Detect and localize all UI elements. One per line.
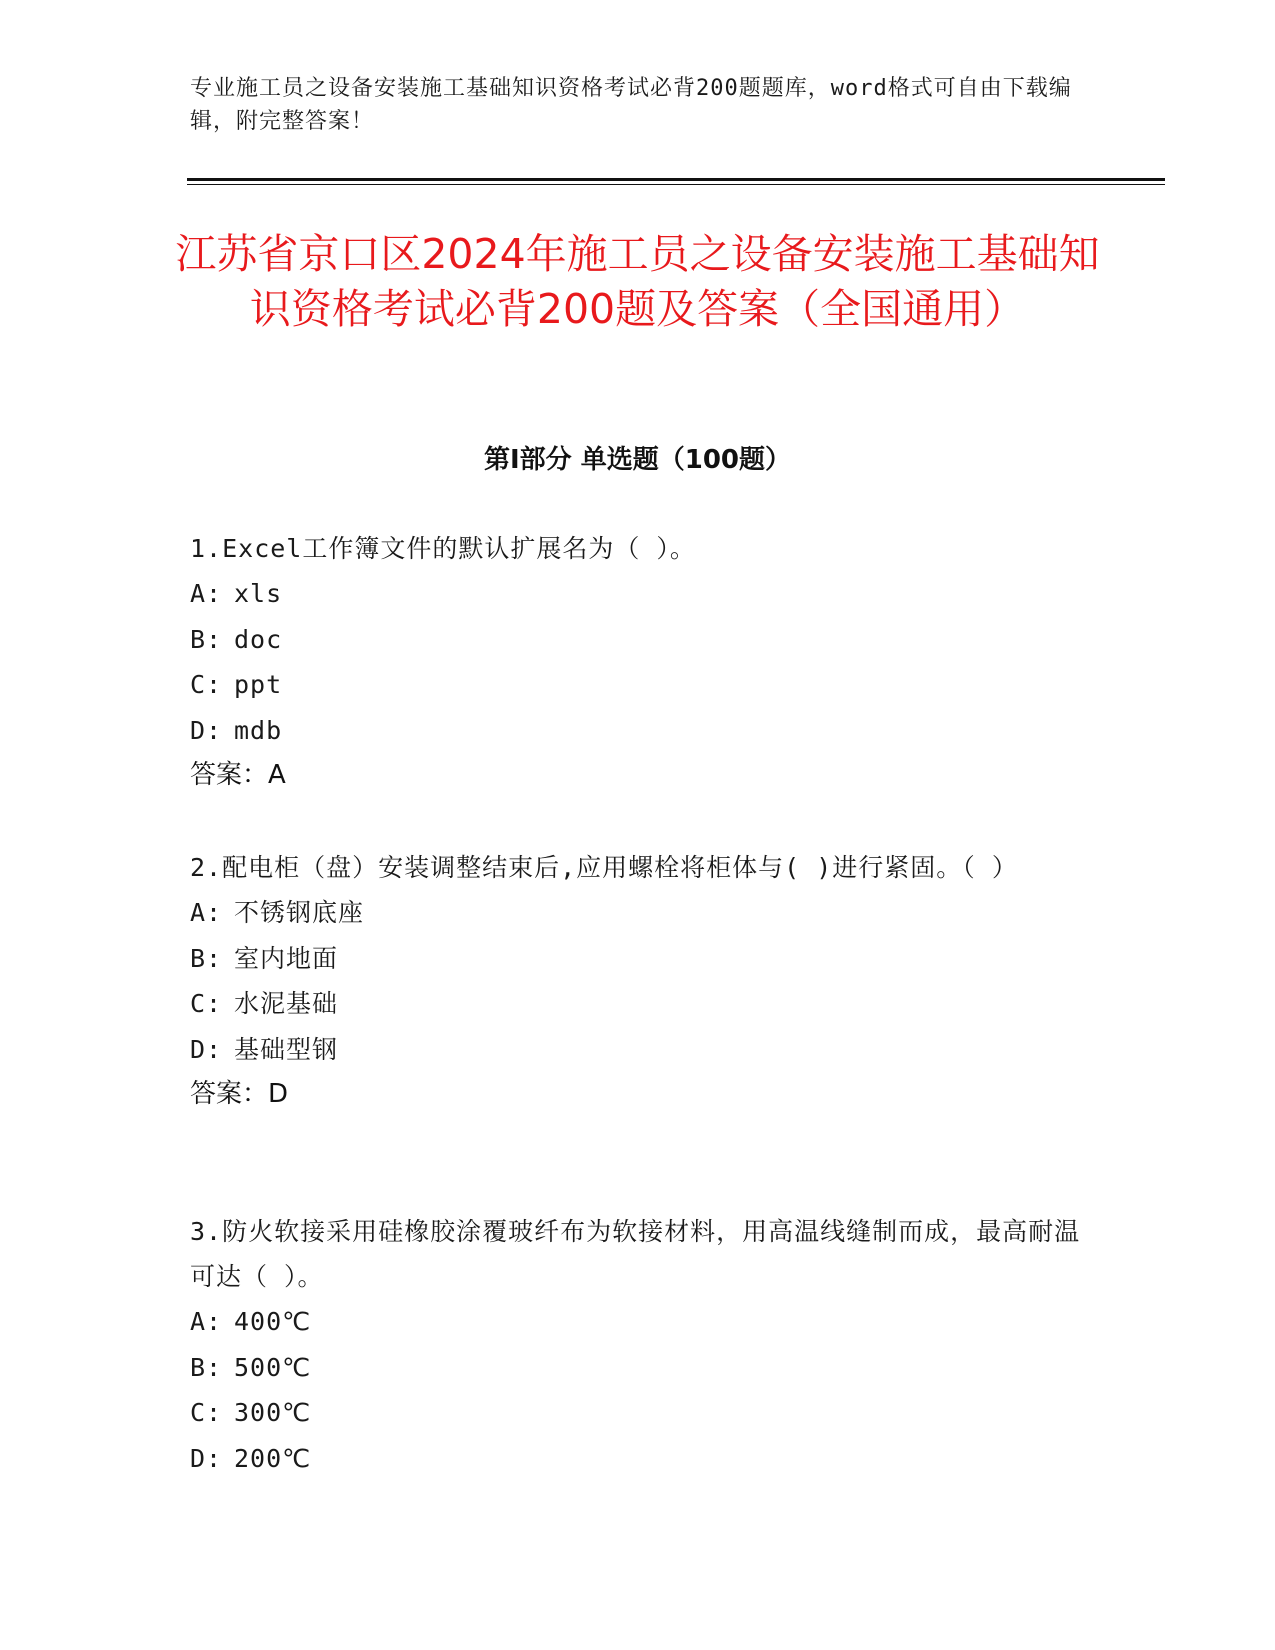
option-a <box>190 1299 1090 1345</box>
option-text: 500℃ <box>234 1352 312 1382</box>
option-letter: D: <box>190 715 223 745</box>
option-letter: C: <box>190 1398 223 1427</box>
question-stem: 3.防火软接采用硅橡胶涂覆玻纤布为软接材料，用高温线缝制而成，最高耐温可达（ ）。 <box>190 1217 1081 1291</box>
option-c <box>190 662 1090 708</box>
option-d <box>190 1027 1090 1073</box>
option-text: doc <box>234 624 283 654</box>
option-text: 400℃ <box>234 1307 312 1336</box>
option-letter: C: <box>190 670 223 699</box>
document-title: 江苏省京口区2024年施工员之设备安装施工基础知识资格考试必背200题及答案（全国通用） <box>175 230 1100 333</box>
option-b <box>190 1345 1090 1391</box>
option-letter: A: <box>190 579 223 608</box>
option-b <box>190 936 1090 982</box>
question-stem: 2.配电柜（盘）安装调整结束后,应用螺栓将柜体与( )进行紧固。（ ） <box>190 853 1018 882</box>
answer-line: 答案：A <box>190 760 286 790</box>
option-letter: D: <box>190 1034 223 1064</box>
option-letter: B: <box>190 943 223 973</box>
option-a <box>190 571 1090 617</box>
question-2 <box>190 845 1090 1117</box>
header-note: 专业施工员之设备安装施工基础知识资格考试必背200题题库，word格式可自由下载编辑，附完整答案！ <box>190 76 1072 134</box>
option-text: 水泥基础 <box>234 989 339 1018</box>
option-text: xls <box>234 579 283 608</box>
option-d <box>190 1436 1090 1482</box>
option-text: 300℃ <box>234 1398 312 1427</box>
section-heading: 第Ⅰ部分 单选题（100题） <box>484 445 791 475</box>
option-c <box>190 1390 1090 1436</box>
option-d <box>190 708 1090 754</box>
option-text: 200℃ <box>234 1443 312 1473</box>
option-text: 室内地面 <box>234 943 339 973</box>
option-c <box>190 981 1090 1027</box>
option-text: mdb <box>234 715 283 745</box>
option-a <box>190 890 1090 936</box>
option-text: ppt <box>234 670 283 699</box>
option-letter: D: <box>190 1443 223 1473</box>
question-1 <box>190 526 1090 798</box>
option-letter: C: <box>190 989 223 1018</box>
option-letter: B: <box>190 1352 223 1382</box>
question-3 <box>190 1209 1090 1481</box>
answer-line: 答案：D <box>190 1079 289 1109</box>
option-text: 基础型钢 <box>234 1034 339 1064</box>
option-letter: A: <box>190 1307 223 1336</box>
option-text: 不锈钢底座 <box>234 898 365 927</box>
header-divider-thin <box>187 184 1165 185</box>
option-letter: A: <box>190 898 223 927</box>
header-divider-thick <box>187 178 1165 181</box>
question-stem: 1.Excel工作簿文件的默认扩展名为（ ）。 <box>190 534 696 563</box>
option-b <box>190 617 1090 663</box>
option-letter: B: <box>190 624 223 654</box>
